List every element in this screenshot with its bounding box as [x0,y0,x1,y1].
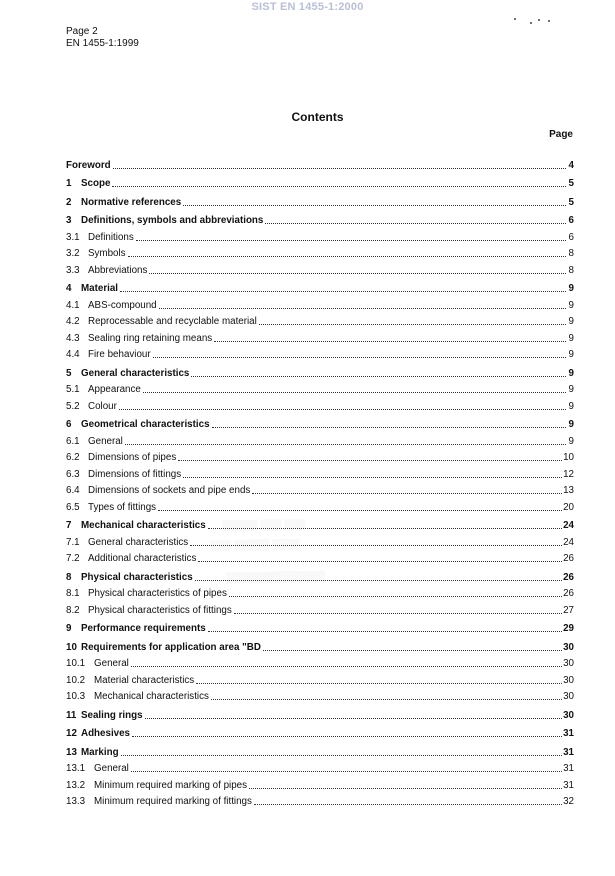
dot-leader [234,612,562,614]
toc-entry-title: Scope [81,178,111,189]
toc-entry [66,583,574,600]
toc-entry-page: 30 [563,709,574,721]
toc-entry-page: 9 [568,299,574,311]
toc-entry-page: 9 [568,367,574,379]
toc-entry-title: Normative references [81,196,182,208]
dot-leader [265,222,566,224]
toc-entry [66,327,574,344]
toc-entry-title: ABS-compound [88,299,157,311]
dot-leader [153,356,566,358]
dot-leader [113,167,566,169]
toc-entry [66,515,574,532]
toc-entry [66,723,574,740]
toc-entry-number: 6.3 [66,468,80,480]
toc-entry [66,548,574,565]
toc-entry [66,311,574,328]
dot-leader [131,665,562,667]
dot-leader [145,717,563,719]
toc-entry-title: General [94,763,129,774]
toc-entry-page: 5 [568,178,574,189]
toc-entry-page: 9 [568,400,574,412]
toc-entry-number: 6.4 [66,485,80,496]
toc-entry [66,344,574,361]
toc-entry [66,669,574,686]
toc-entry [66,791,574,808]
dot-leader [254,803,562,805]
toc-entry [66,226,574,243]
toc-entry-number: 13.1 [66,763,86,774]
dot-leader [136,239,566,241]
toc-entry [66,618,574,635]
toc-entry-page: 30 [563,658,574,669]
toc-entry-title: Sealing rings [81,709,143,721]
dot-leader [183,476,562,478]
toc-entry-number: 5.2 [66,400,80,412]
dot-leader [178,459,562,461]
scan-speck [538,19,540,21]
toc-entry-page: 6 [568,215,574,226]
standard-header: SIST EN 1455-1:2000 [251,1,364,13]
toc-entry [66,362,574,379]
toc-entry-page: 9 [568,384,574,395]
toc-entry-title: Adhesives [81,728,131,739]
toc-entry-page: 9 [568,332,574,344]
toc-entry-number: 11 [66,709,77,721]
toc-entry [66,379,574,396]
toc-entry-number: 13.2 [66,779,86,791]
dot-leader [119,408,566,410]
toc-entry-number: 8 [66,571,72,583]
dot-leader [212,426,566,428]
dot-leader [149,272,566,274]
toc-entry-number: 10 [66,641,77,653]
toc-entry-title: Marking [81,746,119,758]
toc-entry-title: Requirements for application area "BD [81,641,261,653]
toc-entry-title: General [88,435,123,447]
toc-entry-number: 3 [66,215,72,226]
toc-entry-number: 10.2 [66,674,86,686]
toc-entry-title: Geometrical characteristics [81,419,210,430]
toc-entry-number: 9 [66,623,72,634]
toc-entry-page: 30 [563,674,574,686]
toc-entry-number: 3.1 [66,231,80,243]
toc-entry [66,741,574,758]
dot-leader [121,754,563,756]
dot-leader [252,492,562,494]
toc-entry-page: 31 [563,763,574,774]
dot-leader [259,323,566,325]
toc-entry-page: 4 [568,159,574,171]
toc-entry-page: 31 [563,779,574,791]
toc-entry-title: Dimensions of pipes [88,452,177,463]
toc-entry-number: 10.1 [66,658,86,669]
toc-entry-page: 26 [563,571,574,583]
toc-entry-title: Minimum required marking of pipes [94,779,247,791]
toc-entry [66,653,574,670]
toc-entry-page: 30 [563,641,574,653]
dot-leader [112,185,566,187]
toc-entry-title: Symbols [88,248,126,259]
dot-leader [183,204,566,206]
toc-entry-title: Performance requirements [81,623,206,634]
toc-entry [66,414,574,431]
toc-entry-number: 13.3 [66,796,86,807]
toc-entry-page: 26 [563,553,574,564]
toc-entry-number: 3.2 [66,248,80,259]
toc-entry-title: Abbreviations [88,264,148,276]
toc-entry-page: 8 [568,264,574,276]
toc-entry [66,774,574,791]
toc-entry-number: 2 [66,196,72,208]
dot-leader [263,649,562,651]
toc-entry-page: 24 [563,536,574,548]
toc-entry-title: Physical characteristics of fittings [88,604,232,616]
toc-entry-title: Fire behaviour [88,349,151,360]
toc-entry-number: 8.1 [66,588,80,599]
dot-leader [125,443,566,445]
page-column-label: Page [549,129,573,140]
toc-entry [66,447,574,464]
scan-speck [548,20,550,22]
toc-entry-number: 12 [66,728,77,739]
toc-entry-page: 9 [568,419,574,430]
faint-stamp: ▒▒▒ ▒▒▒▒▒ ▒▒▒▒ [209,539,301,552]
toc-entry-title: Material [81,283,119,294]
toc-entry [66,243,574,260]
page-meta [66,26,139,50]
toc-entry-page: 31 [563,746,574,758]
toc-entry-number: 4.4 [66,349,80,360]
toc-entry-page: 31 [563,728,574,739]
toc-entry [66,686,574,703]
toc-entry [66,173,574,190]
dot-leader [249,787,562,789]
toc-entry-page: 29 [563,623,574,634]
toc-entry [66,704,574,721]
toc-entry [66,531,574,548]
dot-leader [191,375,566,377]
toc-entry-title: General characteristics [88,536,189,548]
toc-entry-number: 4.1 [66,299,80,311]
dot-leader [158,509,562,511]
toc-entry-title: Material characteristics [94,674,195,686]
toc-entry-title: Appearance [88,384,141,395]
toc-entry-page: 27 [563,604,574,616]
document-id: EN 1455-1:1999 [66,38,139,49]
toc-entry-number: 7 [66,520,72,531]
toc-entry [66,496,574,513]
dot-leader [208,630,562,632]
contents-title: Contents [291,110,344,124]
toc-entry-page: 6 [568,231,574,243]
toc-entry-page: 9 [568,349,574,360]
dot-leader [120,290,566,292]
dot-leader [143,391,566,393]
toc-entry-number: 10.3 [66,691,86,702]
dot-leader [198,560,562,562]
toc-entry-title: Minimum required marking of fittings [94,796,252,807]
dot-leader [229,595,562,597]
toc-entry-title: Types of fittings [88,501,157,513]
toc-entry-title: Mechanical characteristics [81,520,206,531]
toc-entry-title: Colour [88,400,117,412]
scan-speck [530,22,532,24]
toc-entry-number: 7.2 [66,553,80,564]
dot-leader [159,307,566,309]
toc-entry [66,259,574,276]
dot-leader [128,255,566,257]
dot-leader [132,735,562,737]
toc-entry-number: 6.1 [66,435,80,447]
toc-entry [66,463,574,480]
toc-entry-number: 6 [66,419,72,430]
toc-entry-number: 7.1 [66,536,80,548]
toc-entry-number: 5 [66,367,72,379]
toc-entry-number: 8.2 [66,604,80,616]
toc-entry-title: Physical characteristics of pipes [88,588,227,599]
toc-entry-title: Sealing ring retaining means [88,332,213,344]
toc-entry-page: 13 [563,485,574,496]
toc-entry-page: 10 [563,452,574,463]
toc-entry-page: 24 [563,520,574,531]
toc-entry-page: 12 [563,468,574,480]
toc-entry-number: 3.3 [66,264,80,276]
toc-entry-number: 6.2 [66,452,80,463]
toc-entry [66,294,574,311]
toc-entry-number: 6.5 [66,501,80,513]
toc-entry-title: Additional characteristics [88,553,197,564]
toc-entry-page: 9 [568,283,574,294]
toc-entry [66,154,574,171]
faint-stamp: ▒▒▒▒▒ ▒▒▒ ▒▒▒ [221,519,306,532]
dot-leader [196,682,562,684]
dot-leader [131,770,562,772]
toc-entry-title: Foreword [66,159,111,171]
toc-entry-number: 5.1 [66,384,80,395]
toc-entry-title: General [94,658,129,669]
dot-leader [214,340,566,342]
toc-entry-page: 9 [568,316,574,327]
toc-entry-title: Physical characteristics [81,571,193,583]
toc-entry [66,480,574,497]
toc-entry-page: 8 [568,248,574,259]
toc-entry-title: Dimensions of fittings [88,468,182,480]
faint-stamp: ▒▒▒▒▒▒▒▒▒▒▒▒▒▒ [225,571,326,584]
toc-entry-title: Reprocessable and recyclable material [88,316,257,327]
toc-entry [66,636,574,653]
toc-entry [66,191,574,208]
toc-entry-number: 4 [66,283,72,294]
toc-entry-title: Mechanical characteristics [94,691,209,702]
table-of-contents [66,154,574,807]
toc-entry [66,430,574,447]
toc-entry-title: Definitions, symbols and abbreviations [81,215,264,226]
toc-entry-title: Dimensions of sockets and pipe ends [88,485,251,496]
toc-entry-number: 13 [66,746,77,758]
toc-entry [66,599,574,616]
toc-entry [66,395,574,412]
page-number: Page 2 [66,26,98,37]
toc-entry-page: 5 [568,196,574,208]
toc-entry [66,758,574,775]
toc-entry-page: 30 [563,691,574,702]
toc-entry-page: 26 [563,588,574,599]
toc-entry-number: 4.3 [66,332,80,344]
toc-entry-title: Definitions [88,231,134,243]
scan-speck [514,18,516,20]
toc-entry [66,278,574,295]
toc-entry-number: 1 [66,178,72,189]
toc-entry-title: General characteristics [81,367,190,379]
toc-entry-page: 9 [568,435,574,447]
toc-entry-page: 32 [563,796,574,807]
dot-leader [211,698,562,700]
toc-entry-number: 4.2 [66,316,80,327]
toc-entry-page: 20 [563,501,574,513]
toc-entry [66,210,574,227]
